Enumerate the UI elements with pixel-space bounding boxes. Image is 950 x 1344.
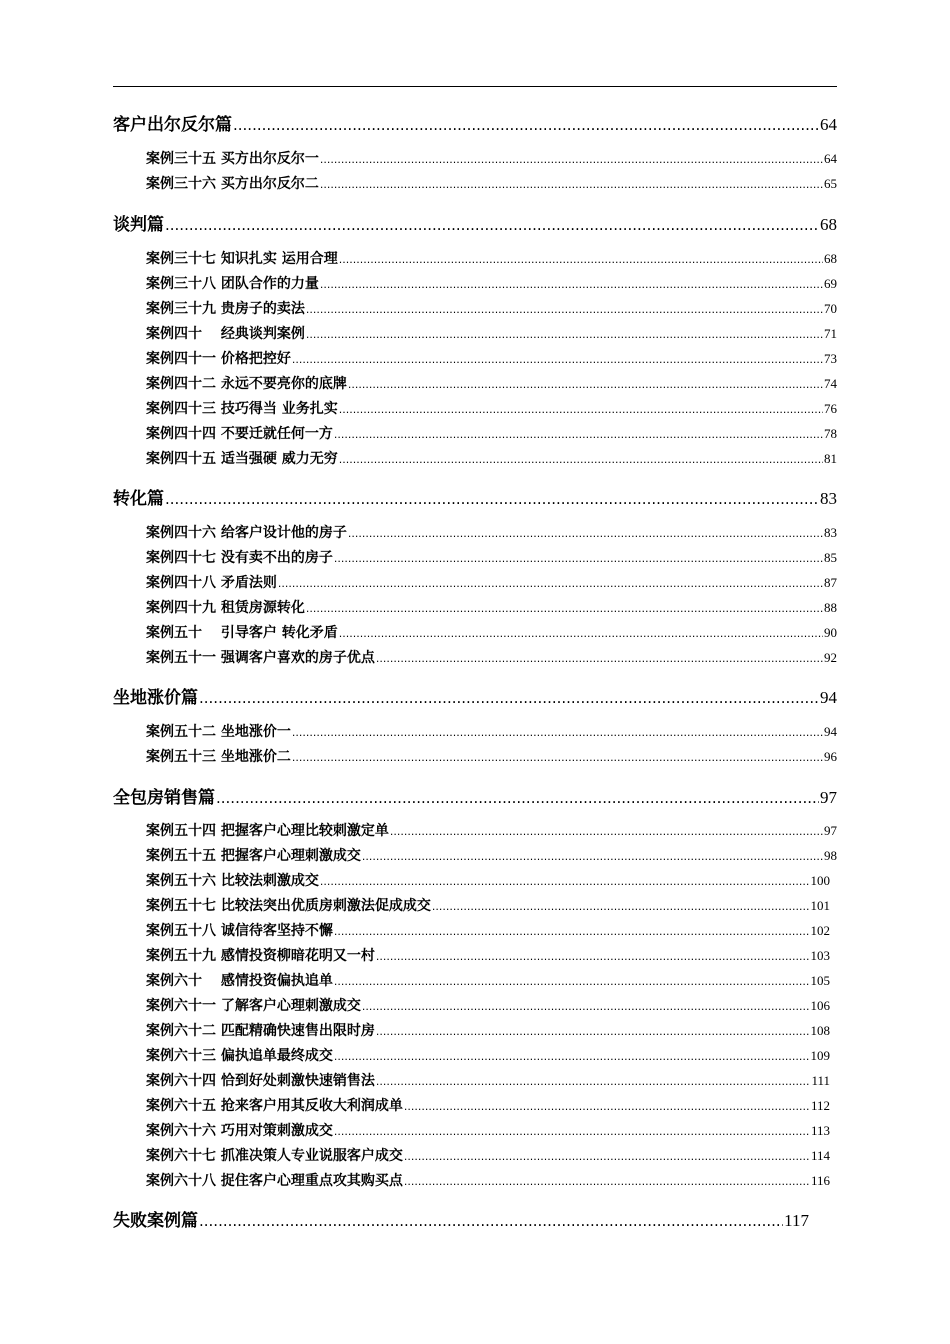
toc-entry-page-number: 116	[810, 1173, 830, 1188]
toc-section-entry[interactable]	[113, 484, 837, 509]
toc-dot-leader	[376, 1075, 811, 1088]
toc-entry-title: 案例五十四 把握客户心理比较刺激定单	[146, 823, 389, 839]
toc-entry-page-number: 105	[810, 973, 830, 988]
toc-section-entry[interactable]	[113, 1206, 809, 1231]
toc-entry-page-number: 106	[810, 998, 830, 1013]
toc-dot-leader	[306, 328, 823, 341]
toc-entry-page-number: 64	[820, 115, 837, 134]
toc-section-entry[interactable]	[113, 210, 837, 235]
toc-entry-page-number: 68	[824, 251, 837, 266]
toc-entry-page-number: 70	[824, 301, 837, 316]
toc-entry-title: 案例三十九 贵房子的卖法	[146, 301, 305, 317]
toc-case-entry[interactable]	[146, 423, 837, 442]
toc-dot-leader	[334, 925, 810, 938]
toc-entry-title: 案例六十一 了解客户心理刺激成交	[146, 998, 361, 1014]
toc-case-entry[interactable]	[146, 1020, 830, 1039]
toc-entry-page-number: 83	[820, 489, 837, 508]
toc-dot-leader	[339, 253, 823, 266]
toc-case-entry[interactable]	[146, 522, 837, 541]
toc-dot-leader	[165, 216, 819, 234]
toc-entry-title: 案例三十八 团队合作的力量	[146, 276, 319, 292]
toc-entry-page-number: 71	[824, 326, 837, 341]
toc-dot-leader	[404, 1150, 810, 1163]
toc-entry-page-number: 74	[824, 376, 837, 391]
toc-entry-page-number: 98	[824, 848, 837, 863]
toc-case-entry[interactable]	[146, 622, 837, 641]
toc-case-entry[interactable]	[146, 1070, 830, 1089]
toc-case-entry[interactable]	[146, 248, 837, 267]
toc-entry-page-number: 97	[820, 788, 837, 807]
toc-case-entry[interactable]	[146, 323, 837, 342]
toc-case-entry[interactable]	[146, 1170, 830, 1189]
toc-entry-page-number: 113	[810, 1123, 830, 1138]
toc-dot-leader	[390, 825, 823, 838]
toc-entry-page-number: 108	[810, 1023, 830, 1038]
toc-case-entry[interactable]	[146, 1095, 830, 1114]
toc-dot-leader	[292, 751, 823, 764]
toc-entry-title: 案例四十一 价格把控好	[146, 351, 291, 367]
toc-entry-page-number: 85	[824, 550, 837, 565]
toc-dot-leader	[165, 490, 819, 508]
toc-entry-title: 案例六十二 匹配精确快速售出限时房	[146, 1023, 375, 1039]
toc-entry-page-number: 102	[810, 923, 830, 938]
toc-entry-title: 案例四十八 矛盾法则	[146, 575, 277, 591]
toc-entry-title: 案例四十四 不要迁就任何一方	[146, 426, 333, 442]
toc-entry-page-number: 94	[820, 688, 837, 707]
toc-entry-page-number: 76	[824, 401, 837, 416]
toc-entry-title: 案例六十五 抢来客户用其反收大利润成单	[146, 1098, 403, 1114]
toc-dot-leader	[306, 602, 823, 615]
toc-case-entry[interactable]	[146, 945, 830, 964]
toc-entry-page-number: 68	[820, 215, 837, 234]
toc-dot-leader	[348, 378, 823, 391]
toc-dot-leader	[362, 1000, 810, 1013]
toc-entry-title: 坐地涨价篇	[113, 688, 198, 708]
toc-dot-leader	[320, 278, 823, 291]
toc-entry-page-number: 81	[824, 451, 837, 466]
toc-case-entry[interactable]	[146, 1145, 830, 1164]
toc-entry-title: 全包房销售篇	[113, 788, 215, 808]
toc-entry-page-number: 65	[824, 176, 837, 191]
toc-entry-title: 案例四十六 给客户设计他的房子	[146, 525, 347, 541]
toc-entry-title: 案例三十七 知识扎实 运用合理	[146, 251, 338, 267]
toc-case-entry[interactable]	[146, 373, 837, 392]
toc-entry-title: 谈判篇	[113, 215, 164, 235]
toc-case-entry[interactable]	[146, 721, 837, 740]
toc-dot-leader	[334, 975, 810, 988]
toc-entry-page-number: 94	[824, 724, 837, 739]
toc-dot-leader	[216, 789, 819, 807]
toc-case-entry[interactable]	[146, 148, 837, 167]
toc-entry-page-number: 109	[810, 1048, 830, 1063]
toc-entry-page-number: 87	[824, 575, 837, 590]
toc-entry-page-number: 83	[824, 525, 837, 540]
toc-entry-title: 案例六十六 巧用对策刺激成交	[146, 1123, 333, 1139]
toc-entry-title: 案例四十九 租赁房源转化	[146, 600, 305, 616]
toc-case-entry[interactable]	[146, 970, 830, 989]
toc-entry-title: 案例五十八 诚信待客坚持不懈	[146, 923, 333, 939]
toc-entry-page-number: 88	[824, 600, 837, 615]
toc-dot-leader	[334, 1050, 810, 1063]
toc-case-entry[interactable]	[146, 398, 837, 417]
toc-dot-leader	[362, 850, 823, 863]
toc-entry-title: 案例五十 引导客户 转化矛盾	[146, 625, 338, 641]
toc-case-entry[interactable]	[146, 920, 830, 939]
toc-entry-title: 案例五十六 比较法刺激成交	[146, 873, 319, 889]
toc-case-entry[interactable]	[146, 820, 837, 839]
toc-entry-title: 案例四十 经典谈判案例	[146, 326, 305, 342]
header-rule	[113, 86, 837, 87]
toc-case-entry[interactable]	[146, 870, 830, 889]
toc-entry-title: 案例五十一 强调客户喜欢的房子优点	[146, 650, 375, 666]
toc-entry-page-number: 97	[824, 823, 837, 838]
toc-case-entry[interactable]	[146, 298, 837, 317]
toc-entry-page-number: 64	[824, 151, 837, 166]
toc-dot-leader	[199, 689, 819, 707]
toc-case-entry[interactable]	[146, 1045, 830, 1064]
toc-section-entry[interactable]	[113, 783, 837, 808]
toc-entry-page-number: 100	[810, 873, 830, 888]
toc-entry-title: 案例五十七 比较法突出优质房刺激法促成成交	[146, 898, 431, 914]
toc-entry-title: 案例六十八 捉住客户心理重点攻其购买点	[146, 1173, 403, 1189]
toc-case-entry[interactable]	[146, 1120, 830, 1139]
toc-entry-page-number: 117	[784, 1211, 809, 1230]
toc-entry-page-number: 112	[810, 1098, 830, 1113]
toc-entry-title: 案例五十二 坐地涨价一	[146, 724, 291, 740]
toc-dot-leader	[339, 453, 823, 466]
toc-case-entry[interactable]	[146, 597, 837, 616]
toc-entry-title: 客户出尔反尔篇	[113, 115, 232, 135]
toc-case-entry[interactable]	[146, 647, 837, 666]
toc-entry-page-number: 73	[824, 351, 837, 366]
toc-entry-title: 案例五十三 坐地涨价二	[146, 749, 291, 765]
toc-entry-page-number: 78	[824, 426, 837, 441]
toc-case-entry[interactable]	[146, 173, 837, 192]
toc-entry-page-number: 114	[810, 1148, 830, 1163]
toc-entry-page-number: 111	[811, 1073, 830, 1088]
toc-entry-page-number: 69	[824, 276, 837, 291]
toc-dot-leader	[233, 116, 819, 134]
toc-dot-leader	[404, 1175, 810, 1188]
toc-dot-leader	[376, 652, 823, 665]
toc-case-entry[interactable]	[146, 273, 837, 292]
toc-dot-leader	[320, 875, 810, 888]
toc-entry-title: 案例四十七 没有卖不出的房子	[146, 550, 333, 566]
toc-section-entry[interactable]	[113, 110, 837, 135]
toc-entry-title: 案例六十七 抓准决策人专业说服客户成交	[146, 1148, 403, 1164]
toc-dot-leader	[404, 1100, 810, 1113]
toc-dot-leader	[339, 403, 823, 416]
toc-dot-leader	[432, 900, 810, 913]
toc-entry-page-number: 103	[810, 948, 830, 963]
toc-entry-title: 案例三十五 买方出尔反尔一	[146, 151, 319, 167]
toc-case-entry[interactable]	[146, 547, 837, 566]
toc-dot-leader	[320, 178, 823, 191]
toc-entry-title: 案例四十二 永远不要亮你的底牌	[146, 376, 347, 392]
toc-dot-leader	[292, 353, 823, 366]
toc-case-entry[interactable]	[146, 995, 830, 1014]
toc-dot-leader	[320, 153, 823, 166]
toc-dot-leader	[292, 726, 823, 739]
toc-entry-title: 案例五十五 把握客户心理刺激成交	[146, 848, 361, 864]
toc-dot-leader	[339, 627, 823, 640]
toc-dot-leader	[348, 527, 823, 540]
toc-dot-leader	[306, 303, 823, 316]
toc-entry-page-number: 101	[810, 898, 830, 913]
toc-dot-leader	[334, 1125, 810, 1138]
toc-section-entry[interactable]	[113, 683, 837, 708]
toc-case-entry[interactable]	[146, 572, 837, 591]
toc-dot-leader	[376, 1025, 810, 1038]
toc-entry-title: 转化篇	[113, 489, 164, 509]
toc-case-entry[interactable]	[146, 746, 837, 765]
toc-entry-title: 失败案例篇	[113, 1211, 198, 1231]
toc-entry-title: 案例四十三 技巧得当 业务扎实	[146, 401, 338, 417]
toc-entry-page-number: 92	[824, 650, 837, 665]
toc-entry-title: 案例六十三 偏执追单最终成交	[146, 1048, 333, 1064]
toc-entry-title: 案例五十九 感情投资柳暗花明又一村	[146, 948, 375, 964]
toc-entry-title: 案例四十五 适当强硬 威力无穷	[146, 451, 338, 467]
toc-entry-title: 案例六十 感情投资偏执追单	[146, 973, 333, 989]
toc-dot-leader	[278, 577, 823, 590]
toc-dot-leader	[334, 552, 823, 565]
toc-case-entry[interactable]	[146, 895, 830, 914]
toc-entry-page-number: 90	[824, 625, 837, 640]
toc-case-entry[interactable]	[146, 845, 837, 864]
toc-case-entry[interactable]	[146, 348, 837, 367]
toc-dot-leader	[334, 428, 823, 441]
toc-entry-page-number: 96	[824, 749, 837, 764]
toc-entry-title: 案例六十四 恰到好处刺激快速销售法	[146, 1073, 375, 1089]
toc-dot-leader	[199, 1212, 783, 1230]
toc-dot-leader	[376, 950, 810, 963]
toc-case-entry[interactable]	[146, 448, 837, 467]
toc-entry-title: 案例三十六 买方出尔反尔二	[146, 176, 319, 192]
